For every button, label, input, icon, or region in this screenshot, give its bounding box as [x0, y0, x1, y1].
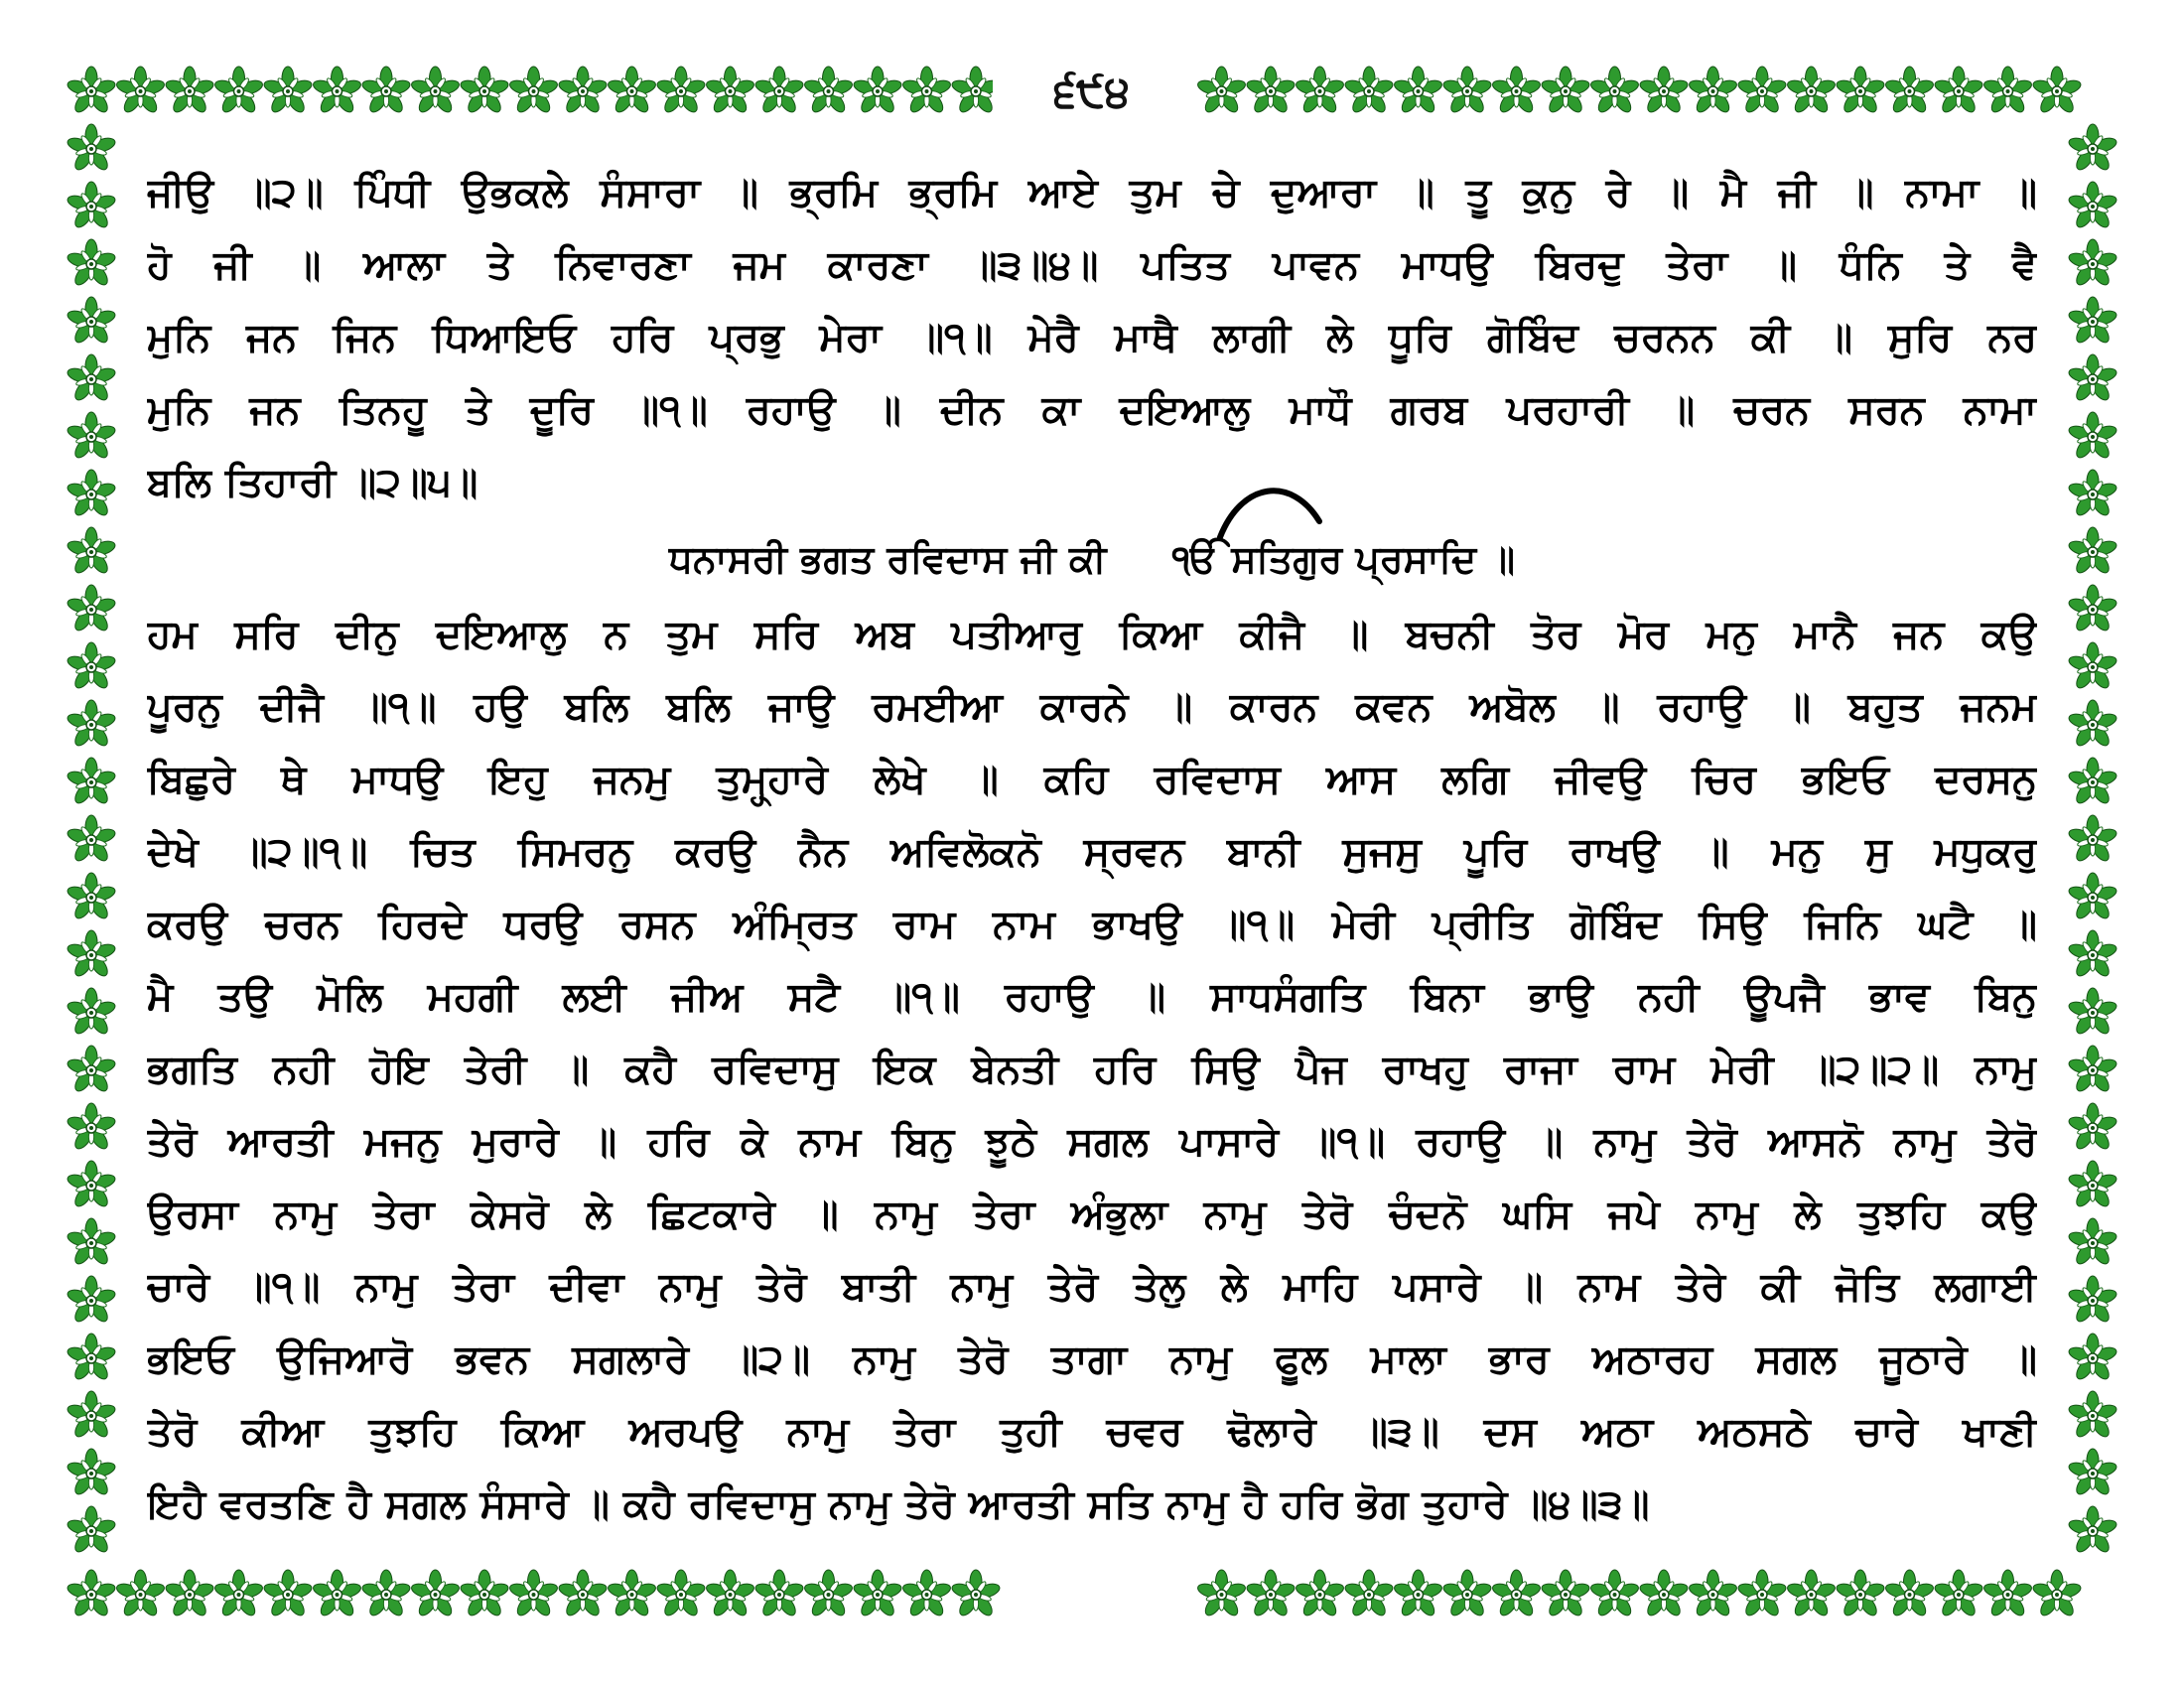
border-flower-icon	[2067, 1046, 2117, 1094]
border-flower-icon	[2067, 470, 2117, 518]
border-flower-icon	[66, 1391, 116, 1440]
border-flower-icon	[557, 67, 608, 115]
border-flower-icon	[115, 1570, 166, 1618]
border-flower-icon	[2031, 67, 2082, 115]
border-flower-icon	[2067, 1276, 2117, 1325]
border-flower-icon	[1688, 1570, 1738, 1618]
border-flower-icon	[2067, 527, 2117, 576]
border-flower-icon	[2067, 700, 2117, 749]
border-flower-icon	[1589, 67, 1640, 115]
border-flower-icon	[66, 642, 116, 691]
text-line: ਦੇਖੇ ॥੨॥੧॥ ਚਿਤ ਸਿਮਰਨੁ ਕਰਉ ਨੈਨ ਅਵਿਲੋਕਨੋ ਸ੍ਰਵਨ ਬਾਨੀ ਸੁਜਸੁ ਪੂਰਿ ਰਾਖਉ ॥ ਮਨੁ ਸੁ ਮਧੁਕਰੁ	[147, 829, 2037, 875]
border-flower-icon	[2067, 1334, 2117, 1382]
border-flower-icon	[164, 1570, 214, 1618]
border-flower-icon	[1688, 67, 1738, 115]
border-flower-icon	[115, 67, 166, 115]
border-flower-icon	[1343, 1570, 1394, 1618]
scripture-text	[147, 157, 2037, 1541]
text-line: ਹੋ ਜੀ ॥ ਆਲਾ ਤੇ ਨਿਵਾਰਣਾ ਜਮ ਕਾਰਣਾ ॥੩॥੪॥ ਪਤਿਤ ਪਾਵਨ ਮਾਧਉ ਬਿਰਦੁ ਤੇਰਾ ॥ ਧੰਨਿ ਤੇ ਵੈ	[147, 242, 2037, 288]
border-flower-icon	[1884, 67, 1935, 115]
border-flower-icon	[2067, 182, 2117, 230]
border-flower-icon	[262, 1570, 313, 1618]
border-flower-icon	[1441, 67, 1492, 115]
border-flower-icon	[66, 930, 116, 979]
border-flower-icon	[852, 1570, 902, 1618]
border-flower-icon	[2067, 1161, 2117, 1209]
border-flower-icon	[66, 239, 116, 288]
border-flower-icon	[655, 1570, 706, 1618]
border-flower-icon	[2067, 297, 2117, 346]
border-flower-icon	[1933, 1570, 1983, 1618]
page-number: ੬੯੪	[993, 58, 1191, 127]
border-flower-icon	[1245, 67, 1296, 115]
border-flower-icon	[66, 988, 116, 1037]
border-flower-icon	[2067, 758, 2117, 806]
mool-mantar-text: ੴ ਸਤਿਗੁਰ ਪ੍ਰਸਾਦਿ ॥	[1171, 537, 1515, 581]
border-flower-icon	[66, 1449, 116, 1497]
border-flower-icon	[213, 1570, 264, 1618]
border-flower-icon	[66, 527, 116, 576]
border-flower-icon	[705, 1570, 755, 1618]
border-flower-icon	[459, 67, 509, 115]
border-flower-icon	[1786, 67, 1837, 115]
border-flower-icon	[1491, 67, 1542, 115]
heading-title: ਧਨਾਸਰੀ ਭਗਤ ਰਵਿਦਾਸ ਜੀ ਕੀ	[669, 537, 1107, 581]
border-flower-icon	[1393, 1570, 1443, 1618]
text-line: ਮੁਨਿ ਜਨ ਜਿਨ ਧਿਆਇਓ ਹਰਿ ਪ੍ਰਭੁ ਮੇਰਾ ॥੧॥ ਮੇਰੈ ਮਾਥੈ ਲਾਗੀ ਲੇ ਧੂਰਿ ਗੋਬਿੰਦ ਚਰਨਨ ਕੀ ॥ ਸੁਰਿ ਨਰ	[147, 315, 2037, 360]
border-flower-icon	[1540, 1570, 1590, 1618]
border-flower-icon	[66, 354, 116, 403]
text-line: ਹਮ ਸਰਿ ਦੀਨੁ ਦਇਆਲੁ ਨ ਤੁਮ ਸਰਿ ਅਬ ਪਤੀਆਰੁ ਕਿਆ ਕੀਜੈ ॥ ਬਚਨੀ ਤੋਰ ਮੋਰ ਮਨੁ ਮਾਨੈ ਜਨ ਕਉ	[147, 612, 2037, 657]
border-flower-icon	[753, 67, 804, 115]
text-line: ਤੇਰੋ ਕੀਆ ਤੁਝਹਿ ਕਿਆ ਅਰਪਉ ਨਾਮੁ ਤੇਰਾ ਤੁਹੀ ਚਵਰ ਢੋਲਾਰੇ ॥੩॥ ਦਸ ਅਠਾ ਅਠਸਠੇ ਚਾਰੇ ਖਾਣੀ	[147, 1409, 2037, 1455]
border-flower-icon	[1835, 67, 1885, 115]
border-flower-icon	[2067, 1391, 2117, 1440]
border-flower-icon	[1884, 1570, 1935, 1618]
border-flower-icon	[66, 470, 116, 518]
text-line: ਮੁਨਿ ਜਨ ਤਿਨਹੂ ਤੇ ਦੂਰਿ ॥੧॥ ਰਹਾਉ ॥ ਦੀਨ ਕਾ ਦਇਆਲੁ ਮਾਧੌ ਗਰਬ ਪਰਹਾਰੀ ॥ ਚਰਨ ਸਰਨ ਨਾਮਾ	[147, 387, 2037, 433]
border-flower-icon	[1638, 1570, 1689, 1618]
border-flower-icon	[2067, 1218, 2117, 1267]
border-flower-icon	[705, 67, 755, 115]
text-line: ਬਲਿ ਤਿਹਾਰੀ ॥੨॥੫॥	[147, 460, 478, 505]
border-flower-icon	[803, 67, 854, 115]
border-flower-icon	[66, 1276, 116, 1325]
text-line: ਚਾਰੇ ॥੧॥ ਨਾਮੁ ਤੇਰਾ ਦੀਵਾ ਨਾਮੁ ਤੇਰੋ ਬਾਤੀ ਨਾਮੁ ਤੇਰੋ ਤੇਲੁ ਲੇ ਮਾਹਿ ਪਸਾਰੇ ॥ ਨਾਮ ਤੇਰੇ ਕੀ ਜੋਤਿ ਲਗਾਈ	[147, 1264, 2037, 1310]
border-flower-icon	[2067, 585, 2117, 633]
border-flower-icon	[66, 297, 116, 346]
border-flower-icon	[66, 182, 116, 230]
border-flower-icon	[1540, 67, 1590, 115]
border-flower-icon	[66, 815, 116, 864]
border-flower-icon	[459, 1570, 509, 1618]
border-flower-icon	[1835, 1570, 1885, 1618]
border-flower-icon	[901, 67, 952, 115]
border-flower-icon	[2067, 1449, 2117, 1497]
border-flower-icon	[1196, 67, 1247, 115]
border-flower-icon	[1736, 67, 1787, 115]
border-flower-icon	[607, 1570, 657, 1618]
border-flower-icon	[360, 1570, 411, 1618]
border-flower-icon	[66, 700, 116, 749]
border-flower-icon	[262, 67, 313, 115]
border-flower-icon	[1786, 1570, 1837, 1618]
text-line: ਪੂਰਨੁ ਦੀਜੈ ॥੧॥ ਹਉ ਬਲਿ ਬਲਿ ਜਾਉ ਰਮਈਆ ਕਾਰਨੇ ॥ ਕਾਰਨ ਕਵਨ ਅਬੋਲ ॥ ਰਹਾਉ ॥ ਬਹੁਤ ਜਨਮ	[147, 684, 2037, 730]
border-flower-icon	[410, 1570, 461, 1618]
border-flower-icon	[950, 1570, 1001, 1618]
border-flower-icon	[1933, 67, 1983, 115]
border-flower-icon	[2067, 815, 2117, 864]
border-flower-icon	[2067, 642, 2117, 691]
border-flower-icon	[1736, 1570, 1787, 1618]
ek-onkar-arc-icon	[1212, 482, 1331, 541]
border-flower-icon	[1441, 1570, 1492, 1618]
border-flower-icon	[803, 1570, 854, 1618]
text-line: ਭਇਓ ਉਜਿਆਰੋ ਭਵਨ ਸਗਲਾਰੇ ॥੨॥ ਨਾਮੁ ਤੇਰੋ ਤਾਗਾ ਨਾਮੁ ਫੂਲ ਮਾਲਾ ਭਾਰ ਅਠਾਰਹ ਸਗਲ ਜੂਠਾਰੇ ॥	[147, 1336, 2037, 1382]
text-line: ਤੇਰੋ ਆਰਤੀ ਮਜਨੁ ਮੁਰਾਰੇ ॥ ਹਰਿ ਕੇ ਨਾਮ ਬਿਨੁ ਝੂਠੇ ਸਗਲ ਪਾਸਾਰੇ ॥੧॥ ਰਹਾਉ ॥ ਨਾਮੁ ਤੇਰੋ ਆਸਨੋ ਨਾਮੁ ਤੇਰੋ	[147, 1119, 2037, 1165]
border-flower-icon	[1343, 67, 1394, 115]
border-flower-icon	[66, 67, 116, 115]
border-flower-icon	[607, 67, 657, 115]
text-line: ਜੀਉ ॥੨॥ ਪਿੰਧੀ ਉਭਕਲੇ ਸੰਸਾਰਾ ॥ ਭ੍ਰਮਿ ਭ੍ਰਮਿ ਆਏ ਤੁਮ ਚੇ ਦੁਆਰਾ ॥ ਤੂ ਕੁਨੁ ਰੇ ॥ ਮੈ ਜੀ ॥ ਨਾਮਾ ॥	[147, 170, 2037, 215]
border-flower-icon	[213, 67, 264, 115]
border-flower-icon	[66, 124, 116, 173]
border-flower-icon	[164, 67, 214, 115]
text-line: ਮੈ ਤਉ ਮੋਲਿ ਮਹਗੀ ਲਈ ਜੀਅ ਸਟੈ ॥੧॥ ਰਹਾਉ ॥ ਸਾਧਸੰਗਤਿ ਬਿਨਾ ਭਾਉ ਨਹੀ ਊਪਜੈ ਭਾਵ ਬਿਨੁ	[147, 974, 2037, 1020]
text-line: ਕਰਉ ਚਰਨ ਹਿਰਦੇ ਧਰਉ ਰਸਨ ਅੰਮ੍ਰਿਤ ਰਾਮ ਨਾਮ ਭਾਖਉ ॥੧॥ ਮੇਰੀ ਪ੍ਰੀਤਿ ਗੋਬਿੰਦ ਸਿਉ ਜਿਨਿ ਘਟੈ ॥	[147, 902, 2037, 947]
border-flower-icon	[1638, 67, 1689, 115]
border-flower-icon	[2067, 354, 2117, 403]
border-flower-icon	[66, 1570, 116, 1618]
border-flower-icon	[66, 1161, 116, 1209]
border-flower-icon	[2067, 239, 2117, 288]
border-flower-icon	[1295, 1570, 1345, 1618]
border-flower-icon	[1245, 1570, 1296, 1618]
border-flower-icon	[360, 67, 411, 115]
border-flower-icon	[312, 1570, 362, 1618]
border-flower-icon	[2067, 988, 2117, 1037]
border-flower-icon	[1393, 67, 1443, 115]
border-flower-icon	[66, 1218, 116, 1267]
border-flower-icon	[2067, 124, 2117, 173]
border-flower-icon	[901, 1570, 952, 1618]
border-flower-icon	[2067, 1103, 2117, 1152]
border-flower-icon	[1589, 1570, 1640, 1618]
text-line: ਭਗਤਿ ਨਹੀ ਹੋਇ ਤੇਰੀ ॥ ਕਹੈ ਰਵਿਦਾਸੁ ਇਕ ਬੇਨਤੀ ਹਰਿ ਸਿਉ ਪੈਜ ਰਾਖਹੁ ਰਾਜਾ ਰਾਮ ਮੇਰੀ ॥੨॥੨॥ ਨਾਮੁ	[147, 1047, 2037, 1092]
border-flower-icon	[312, 67, 362, 115]
border-flower-icon	[1982, 67, 2033, 115]
text-line: ਉਰਸਾ ਨਾਮੁ ਤੇਰਾ ਕੇਸਰੋ ਲੇ ਛਿਟਕਾਰੇ ॥ ਨਾਮੁ ਤੇਰਾ ਅੰਭੁਲਾ ਨਾਮੁ ਤੇਰੋ ਚੰਦਨੋ ਘਸਿ ਜਪੇ ਨਾਮੁ ਲੇ ਤੁਝਹਿ ਕਉ	[147, 1192, 2037, 1237]
border-flower-icon	[1491, 1570, 1542, 1618]
mool-mantar	[1172, 519, 1515, 599]
border-flower-icon	[2067, 930, 2117, 979]
border-flower-icon	[557, 1570, 608, 1618]
border-flower-icon	[852, 67, 902, 115]
border-flower-icon	[66, 758, 116, 806]
border-flower-icon	[66, 1103, 116, 1152]
border-flower-icon	[655, 67, 706, 115]
text-line: ਬਿਛੁਰੇ ਥੇ ਮਾਧਉ ਇਹੁ ਜਨਮੁ ਤੁਮ੍ਹ੍ਹਾਰੇ ਲੇਖੇ ॥ ਕਹਿ ਰਵਿਦਾਸ ਆਸ ਲਗਿ ਜੀਵਉ ਚਿਰ ਭਇਓ ਦਰਸਨੁ	[147, 757, 2037, 802]
border-flower-icon	[66, 412, 116, 461]
border-flower-icon	[1196, 1570, 1247, 1618]
border-flower-icon	[66, 1334, 116, 1382]
border-flower-icon	[508, 67, 559, 115]
section-heading	[147, 519, 2037, 599]
border-flower-icon	[2067, 1506, 2117, 1555]
border-flower-icon	[66, 873, 116, 921]
border-flower-icon	[508, 1570, 559, 1618]
border-flower-icon	[66, 1046, 116, 1094]
border-flower-icon	[2067, 873, 2117, 921]
border-flower-icon	[66, 585, 116, 633]
border-flower-icon	[2067, 412, 2117, 461]
border-flower-icon	[753, 1570, 804, 1618]
border-flower-icon	[1982, 1570, 2033, 1618]
text-line: ਇਹੈ ਵਰਤਣਿ ਹੈ ਸਗਲ ਸੰਸਾਰੇ ॥ ਕਹੈ ਰਵਿਦਾਸੁ ਨਾਮੁ ਤੇਰੋ ਆਰਤੀ ਸਤਿ ਨਾਮੁ ਹੈ ਹਰਿ ਭੋਗ ਤੁਹਾਰੇ ॥੪॥੩॥	[147, 1481, 1650, 1527]
border-flower-icon	[2031, 1570, 2082, 1618]
border-flower-icon	[66, 1506, 116, 1555]
border-flower-icon	[410, 67, 461, 115]
border-flower-icon	[1295, 67, 1345, 115]
